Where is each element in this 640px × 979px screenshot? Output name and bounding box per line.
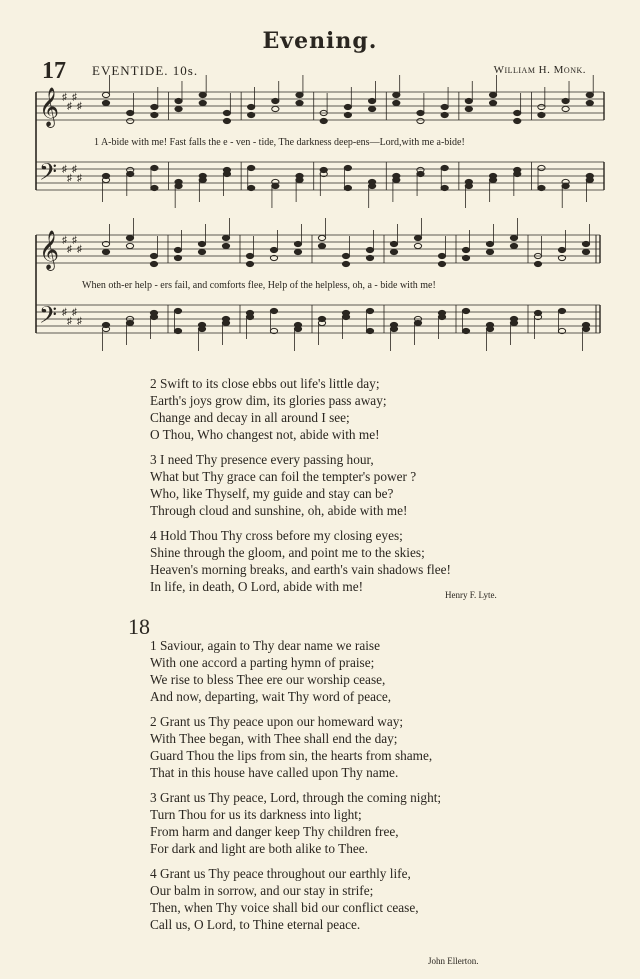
sharp-icon: ♯ bbox=[77, 173, 82, 184]
verse-line: 2 Grant us Thy peace upon our homeward way; bbox=[150, 714, 404, 729]
verse-line: Through cloud and sunshine, oh, abide with me! bbox=[150, 503, 408, 518]
note-head bbox=[510, 243, 517, 248]
note-head bbox=[151, 165, 158, 170]
note-head bbox=[199, 173, 206, 178]
sharp-icon: ♯ bbox=[72, 307, 77, 318]
note-head bbox=[514, 110, 521, 115]
note-head bbox=[150, 261, 157, 266]
note-head bbox=[272, 98, 279, 103]
note-head bbox=[248, 104, 255, 109]
note-head bbox=[174, 255, 181, 260]
sharp-icon: ♯ bbox=[77, 244, 82, 255]
note-head bbox=[366, 328, 373, 333]
verse bbox=[150, 527, 451, 595]
note-head bbox=[582, 322, 589, 327]
note-head bbox=[462, 328, 469, 333]
verse-line: Change and decay in all around I see; bbox=[150, 410, 350, 425]
note-head bbox=[582, 241, 589, 246]
verse-line: In life, in death, O Lord, abide with me! bbox=[150, 579, 364, 594]
note-head bbox=[582, 249, 589, 254]
verse bbox=[150, 375, 451, 443]
note-head bbox=[320, 167, 327, 172]
verse-line: Turn Thou for us its darkness into light; bbox=[150, 807, 362, 822]
note-head bbox=[198, 322, 205, 327]
note-head bbox=[248, 185, 255, 190]
note-head bbox=[558, 247, 565, 252]
note-head bbox=[462, 308, 469, 313]
note-head bbox=[538, 112, 545, 117]
verse-line: Guard Thou the lips from sin, the hearts from shame, bbox=[150, 748, 433, 763]
verse-line: With one accord a parting hymn of praise; bbox=[150, 655, 375, 670]
note-head bbox=[558, 308, 565, 313]
verse-line: Then, when Thy voice shall bid our conflict cease, bbox=[150, 900, 419, 915]
hymn-17-verses bbox=[150, 375, 451, 603]
note-head bbox=[438, 253, 445, 258]
note-head bbox=[441, 104, 448, 109]
note-head bbox=[223, 110, 230, 115]
hymn-number: 18 bbox=[128, 614, 150, 639]
note-head bbox=[296, 173, 303, 178]
note-head bbox=[222, 316, 229, 321]
note-head bbox=[534, 310, 541, 315]
note-head bbox=[538, 185, 545, 190]
note-head bbox=[127, 118, 134, 123]
note-head bbox=[320, 118, 327, 123]
sharp-icon: ♯ bbox=[77, 316, 82, 327]
bass-clef: 𝄢 bbox=[39, 158, 58, 191]
note-head bbox=[318, 235, 325, 240]
note-head bbox=[510, 235, 517, 240]
note-head bbox=[318, 316, 325, 321]
verse-line: With Thee began, with Thee shall end the day; bbox=[150, 731, 398, 746]
note-head bbox=[342, 261, 349, 266]
note-head bbox=[441, 112, 448, 117]
note-head bbox=[246, 310, 253, 315]
note-head bbox=[344, 165, 351, 170]
author-credit: Henry F. Lyte. bbox=[445, 590, 497, 600]
composer-credit: William H. Monk. bbox=[493, 64, 586, 76]
verse-line: That in this house have called upon Thy name. bbox=[150, 765, 399, 780]
verse-line: Our balm in sorrow, and our stay in strife; bbox=[150, 883, 374, 898]
note-head bbox=[294, 249, 301, 254]
verse bbox=[150, 637, 441, 705]
note-head bbox=[534, 261, 541, 266]
sharp-icon: ♯ bbox=[72, 235, 77, 246]
note-head bbox=[174, 247, 181, 252]
note-head bbox=[199, 100, 206, 105]
hymn-number: 17 bbox=[42, 58, 66, 84]
note-head bbox=[390, 322, 397, 327]
note-head bbox=[393, 173, 400, 178]
note-head bbox=[465, 179, 472, 184]
note-head bbox=[366, 308, 373, 313]
note-head bbox=[489, 92, 496, 97]
note-head bbox=[126, 243, 133, 248]
verse-line: Call us, O Lord, to Thine eternal peace. bbox=[150, 917, 361, 932]
note-head bbox=[102, 322, 109, 327]
verse-line: Shine through the gloom, and point me to the skies; bbox=[150, 545, 425, 560]
note-head bbox=[489, 100, 496, 105]
sharp-icon: ♯ bbox=[72, 164, 77, 175]
note-head bbox=[294, 322, 301, 327]
verse bbox=[150, 865, 441, 933]
note-head bbox=[486, 241, 493, 246]
verse-line: 1 Saviour, again to Thy dear name we raise bbox=[150, 638, 380, 653]
note-head bbox=[222, 235, 229, 240]
verse-line: For dark and light are both alike to Thee. bbox=[150, 841, 368, 856]
note-head bbox=[223, 167, 230, 172]
note-head bbox=[270, 308, 277, 313]
note-head bbox=[344, 112, 351, 117]
note-head bbox=[294, 241, 301, 246]
note-head bbox=[102, 249, 109, 254]
note-head bbox=[562, 106, 569, 111]
note-head bbox=[368, 106, 375, 111]
note-head bbox=[368, 98, 375, 103]
note-head bbox=[174, 308, 181, 313]
tune-name: EVENTIDE. 10s. bbox=[92, 63, 199, 78]
note-head bbox=[414, 243, 421, 248]
note-head bbox=[441, 185, 448, 190]
note-head bbox=[150, 253, 157, 258]
verse bbox=[150, 713, 441, 781]
sharp-icon: ♯ bbox=[62, 92, 67, 103]
sharp-icon: ♯ bbox=[67, 173, 72, 184]
sharp-icon: ♯ bbox=[67, 244, 72, 255]
note-head bbox=[296, 92, 303, 97]
note-head bbox=[510, 316, 517, 321]
note-head bbox=[223, 118, 230, 123]
sharp-icon: ♯ bbox=[62, 307, 67, 318]
note-head bbox=[417, 118, 424, 123]
note-head bbox=[248, 165, 255, 170]
bass-clef: 𝄢 bbox=[39, 301, 58, 334]
hymn-18-verses bbox=[150, 637, 441, 941]
note-head bbox=[296, 100, 303, 105]
sharp-icon: ♯ bbox=[67, 101, 72, 112]
verse-line: We rise to bless Thee ere our worship cease, bbox=[150, 672, 386, 687]
verse-line: Who, like Thyself, my guide and stay can be? bbox=[150, 486, 394, 501]
note-head bbox=[342, 253, 349, 258]
note-head bbox=[486, 322, 493, 327]
treble-clef: 𝄞 bbox=[39, 87, 60, 127]
note-head bbox=[246, 253, 253, 258]
note-head bbox=[151, 104, 158, 109]
note-head bbox=[174, 328, 181, 333]
note-head bbox=[246, 261, 253, 266]
note-head bbox=[586, 173, 593, 178]
note-head bbox=[342, 310, 349, 315]
verse-line: O Thou, Who changest not, abide with me! bbox=[150, 427, 380, 442]
note-head bbox=[270, 247, 277, 252]
note-head bbox=[126, 235, 133, 240]
note-head bbox=[393, 92, 400, 97]
note-head bbox=[344, 104, 351, 109]
note-head bbox=[538, 104, 545, 109]
verse-line: What but Thy grace can foil the tempter's power ? bbox=[150, 469, 417, 484]
note-head bbox=[390, 241, 397, 246]
verse-line: 2 Swift to its close ebbs out life's little day; bbox=[150, 376, 380, 391]
note-head bbox=[127, 110, 134, 115]
note-head bbox=[248, 112, 255, 117]
note-head bbox=[151, 185, 158, 190]
note-head bbox=[368, 179, 375, 184]
note-head bbox=[489, 173, 496, 178]
note-head bbox=[222, 243, 229, 248]
author-credit: John Ellerton. bbox=[428, 956, 479, 966]
note-head bbox=[465, 106, 472, 111]
verse-line: 4 Grant us Thy peace throughout our earthly life, bbox=[150, 866, 411, 881]
sharp-icon: ♯ bbox=[72, 92, 77, 103]
note-head bbox=[102, 92, 109, 97]
note-head bbox=[438, 261, 445, 266]
note-head bbox=[272, 106, 279, 111]
lyric-line: When oth-er help - ers fail, and comforts flee, Help of the helpless, oh, a - bide with me! bbox=[82, 280, 436, 291]
verse-line: Heaven's morning breaks, and earth's vain shadows flee! bbox=[150, 562, 451, 577]
sharp-icon: ♯ bbox=[67, 316, 72, 327]
note-head bbox=[366, 255, 373, 260]
note-head bbox=[441, 165, 448, 170]
note-head bbox=[175, 179, 182, 184]
verse-line: And now, departing, wait Thy word of peace, bbox=[150, 689, 392, 704]
note-head bbox=[366, 247, 373, 252]
note-head bbox=[175, 106, 182, 111]
note-head bbox=[102, 173, 109, 178]
verse-line: 3 Grant us Thy peace, Lord, through the coming night; bbox=[150, 790, 442, 805]
verse-line: Earth's joys grow dim, its glories pass away; bbox=[150, 393, 387, 408]
note-head bbox=[150, 310, 157, 315]
verse-line: 4 Hold Thou Thy cross before my closing eyes; bbox=[150, 528, 403, 543]
note-head bbox=[198, 241, 205, 246]
note-head bbox=[344, 185, 351, 190]
note-head bbox=[393, 100, 400, 105]
sharp-icon: ♯ bbox=[77, 101, 82, 112]
note-head bbox=[538, 165, 545, 170]
note-head bbox=[198, 249, 205, 254]
lyric-line: 1 A-bide with me! Fast falls the e - ven - tide, The darkness deep-ens—Lord,with me a-bide! bbox=[94, 137, 465, 148]
note-head bbox=[462, 247, 469, 252]
note-head bbox=[514, 118, 521, 123]
verse bbox=[150, 451, 451, 519]
sharp-icon: ♯ bbox=[62, 164, 67, 175]
note-head bbox=[514, 167, 521, 172]
verse-line: 3 I need Thy presence every passing hour, bbox=[150, 452, 374, 467]
page-title: Evening. bbox=[262, 28, 378, 54]
note-head bbox=[562, 98, 569, 103]
note-head bbox=[151, 112, 158, 117]
note-head bbox=[417, 110, 424, 115]
note-head bbox=[586, 92, 593, 97]
note-head bbox=[465, 98, 472, 103]
note-head bbox=[586, 100, 593, 105]
verse bbox=[150, 789, 441, 857]
note-head bbox=[102, 100, 109, 105]
treble-clef: 𝄞 bbox=[39, 230, 60, 270]
note-head bbox=[414, 235, 421, 240]
note-head bbox=[318, 243, 325, 248]
note-head bbox=[462, 255, 469, 260]
note-head bbox=[175, 98, 182, 103]
music-score bbox=[0, 0, 640, 370]
note-head bbox=[486, 249, 493, 254]
verse-line: From harm and danger keep Thy children free, bbox=[150, 824, 399, 839]
sharp-icon: ♯ bbox=[62, 235, 67, 246]
note-head bbox=[438, 310, 445, 315]
note-head bbox=[199, 92, 206, 97]
note-head bbox=[390, 249, 397, 254]
